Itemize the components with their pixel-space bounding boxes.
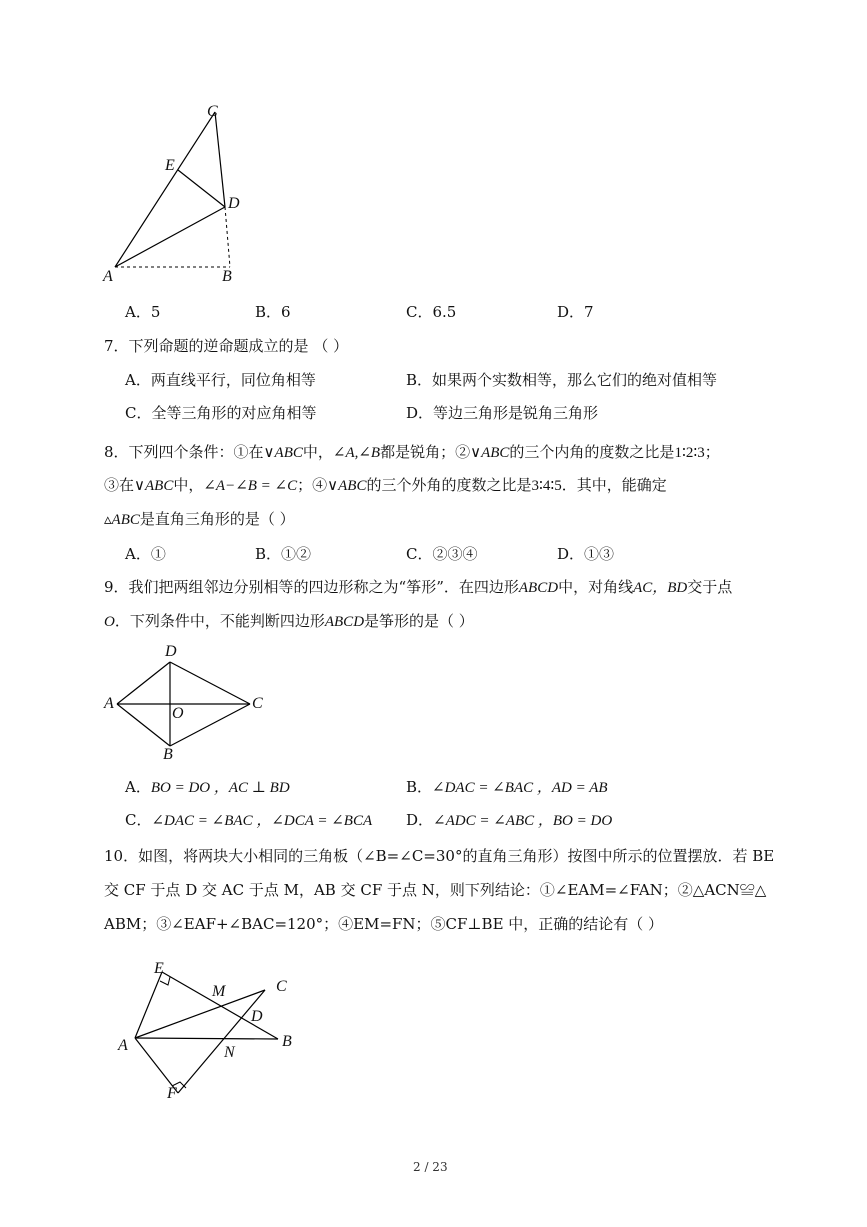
q8-option-c: C．②③④ — [406, 545, 478, 563]
q10-label-f: F — [167, 1085, 177, 1102]
q9-option-d: D．∠ADC = ∠ABC ，BO = DO — [406, 811, 613, 829]
q6-option-c: C．6.5 — [406, 303, 457, 321]
q6-label-b: B — [222, 268, 232, 285]
q6-option-b: B．6 — [255, 303, 291, 321]
q9-quadrilateral-figure — [100, 650, 270, 770]
q9-stem-line1: 9．我们把两组邻边分别相等的四边形称之为“筝形”．在四边形ABCD中，对角线AC，BD交于点 — [104, 578, 733, 596]
q10-label-c: C — [276, 978, 287, 995]
q9-option-b: B．∠DAC = ∠BAC ，AD = AB — [406, 778, 608, 796]
q6-label-e: E — [165, 157, 175, 174]
q8-stem-line3: ▵ABC是直角三角形的是（ ） — [104, 510, 295, 528]
q8-option-d: D．①③ — [557, 545, 615, 563]
q7-option-c: C．全等三角形的对应角相等 — [125, 404, 317, 422]
q10-stem-line2: 交 CF 于点 D 交 AC 于点 M，AB 交 CF 于点 N，则下列结论：①∠EAM=∠FAN；②△ACN≌△ — [104, 881, 767, 899]
q9-option-c: C．∠DAC = ∠BAC ，∠DCA = ∠BCA — [125, 811, 373, 829]
q9-label-o: O — [172, 705, 184, 722]
q7-stem: 7．下列命题的逆命题成立的是 （ ） — [104, 337, 349, 355]
q10-stem-line3: ABM；③∠EAF+∠BAC=120°；④EM=FN；⑤CF⊥BE 中，正确的结论有（ ） — [104, 915, 664, 933]
q10-stem-line1: 10．如图，将两块大小相同的三角板（∠B=∠C=30°的直角三角形）按图中所示的位置摆放．若 BE — [104, 847, 775, 865]
q9-label-b: B — [163, 746, 173, 763]
q6-label-a: A — [103, 268, 113, 285]
q10-label-a: A — [118, 1037, 128, 1054]
q7-option-b: B．如果两个实数相等，那么它们的绝对值相等 — [406, 371, 718, 389]
q6-option-d: D．7 — [557, 303, 594, 321]
q9-label-a: A — [104, 695, 114, 712]
q8-stem-line2: ③在∨ABC中，∠A−∠B = ∠C；④∨ABC的三个外角的度数之比是3∶4∶5．其中，能确定 — [104, 476, 667, 494]
q10-label-n: N — [224, 1044, 235, 1061]
q10-label-e: E — [154, 960, 164, 977]
q9-stem-line2: O．下列条件中，不能判断四边形ABCD是筝形的是（ ） — [104, 612, 474, 630]
q6-option-a: A．5 — [125, 303, 161, 321]
q9-option-a: A．BO = DO ，AC ⊥ BD — [125, 778, 290, 796]
q9-label-d: D — [165, 643, 177, 660]
q10-label-m: M — [212, 983, 226, 1000]
q6-triangle-figure — [100, 100, 270, 290]
q8-option-a: A．① — [125, 545, 166, 563]
q8-stem-line1: 8．下列四个条件：①在∨ABC中，∠A,∠B都是锐角；②∨ABC的三个内角的度数之比是1∶2∶3； — [104, 443, 720, 461]
q9-label-c: C — [252, 695, 263, 712]
q7-option-a: A．两直线平行，同位角相等 — [125, 371, 316, 389]
q10-label-b: B — [282, 1033, 292, 1050]
q6-label-d: D — [228, 195, 240, 212]
q10-label-d: D — [251, 1008, 263, 1025]
q7-option-d: D．等边三角形是锐角三角形 — [406, 404, 599, 422]
q6-label-c: C — [207, 103, 218, 120]
q8-option-b: B．①② — [255, 545, 312, 563]
page-number: 2 / 23 — [413, 1160, 448, 1174]
